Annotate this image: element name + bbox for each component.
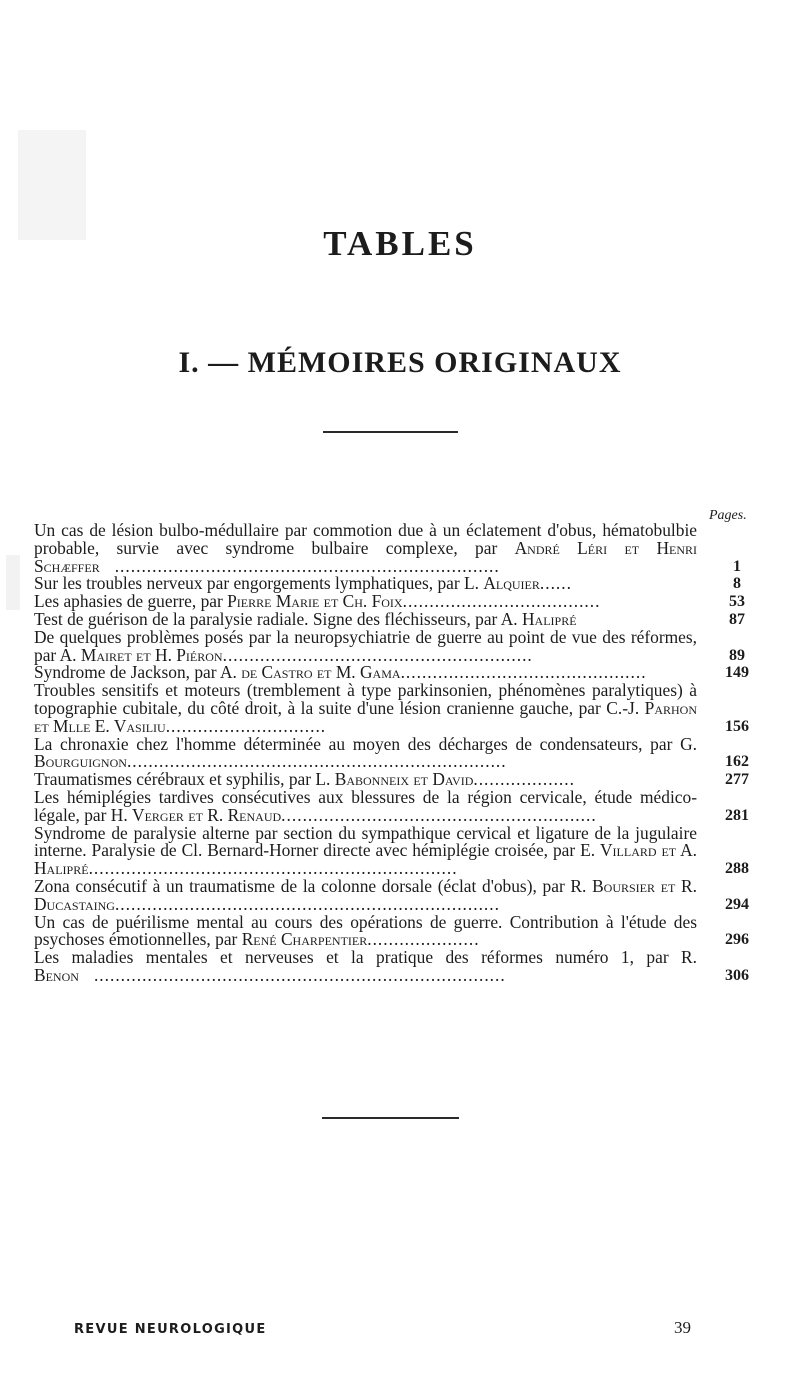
entry-title: Zona consécutif à un traumatisme de la colonne dorsale (éclat d'obus), par R. bbox=[34, 875, 593, 896]
entry-title: Les hémiplégies tardives consécutives aux blessures de la région cervicale, étude médico-légale, par H. bbox=[34, 786, 697, 825]
running-footer-journal: REVUE NEUROLOGIQUE bbox=[74, 1322, 267, 1337]
entry-page: 149 bbox=[725, 664, 749, 682]
entry-author: Boursier et R. Ducastaing bbox=[34, 875, 697, 914]
entry-title: Un cas de lésion bulbo-médullaire par commotion due à un éclatement d'obus, hématobulbie probable, survie avec syndrome bulbaire complexe, par bbox=[34, 520, 697, 558]
page-title: TABLES bbox=[323, 224, 477, 263]
toc-entry bbox=[34, 875, 764, 914]
entry-page: 277 bbox=[725, 771, 749, 789]
entry-author: Pierre Marie et Ch. Foix bbox=[227, 591, 403, 612]
entry-title: Syndrome de Jackson, par A. bbox=[34, 662, 242, 683]
entry-title: Syndrome de paralysie alterne par section du sympathique cervical et ligature de la jugulaire interne. Paralysie de Cl. Bernard-Horner directe avec hémiplégie croisée, par E. bbox=[34, 822, 697, 861]
toc-entry bbox=[34, 786, 764, 825]
table-of-contents bbox=[34, 522, 764, 985]
leader-dots: ...... bbox=[539, 573, 572, 594]
entry-page: 87 bbox=[729, 610, 745, 628]
entry-author: Bourguignon bbox=[34, 751, 127, 772]
entry-page: 288 bbox=[725, 860, 749, 878]
entry-page: 306 bbox=[725, 966, 749, 984]
leader-dots: .......................................................... bbox=[222, 644, 533, 665]
entry-author: Parhon et Mlle E. Vasiliu bbox=[34, 697, 697, 736]
entry-page: 8 bbox=[733, 575, 741, 593]
leader-dots: ........................................................................ bbox=[114, 555, 500, 576]
toc-entry bbox=[34, 626, 764, 665]
entry-author: Benon bbox=[34, 964, 79, 985]
leader-dots: ....................................................................... bbox=[126, 751, 507, 772]
entry-page: 281 bbox=[725, 806, 749, 824]
entry-title: Un cas de puérilisme mental au cours des opérations de guerre. Contribution à l'étude des psychoses émotionnelles, par bbox=[34, 911, 697, 950]
entry-page: 1 bbox=[733, 557, 741, 575]
divider-bottom bbox=[322, 1117, 459, 1119]
entry-page: 53 bbox=[729, 593, 745, 611]
leader-dots: .............................................. bbox=[400, 662, 647, 683]
entry-author: André Léri et Henri Schæffer bbox=[34, 537, 698, 576]
leader-dots: ..................................................................... bbox=[88, 858, 458, 879]
toc-entry bbox=[34, 733, 764, 772]
entry-text bbox=[34, 786, 697, 825]
leader-dots: ................... bbox=[473, 769, 575, 790]
toc-entry bbox=[34, 822, 764, 879]
entry-text bbox=[34, 733, 697, 772]
entry-author: Alquier bbox=[483, 573, 540, 594]
leader-dots: ........................................................................ bbox=[114, 893, 500, 914]
entry-title: De quelques problèmes posés par la neuropsychiatrie de guerre au point de vue des réformes, par A. bbox=[34, 626, 697, 665]
entry-text bbox=[34, 626, 697, 665]
entry-title: Les aphasies de guerre, par bbox=[34, 591, 228, 612]
section-title: I. — MÉMOIRES ORIGINAUX bbox=[178, 346, 622, 379]
entry-page: 296 bbox=[725, 931, 749, 949]
toc-entry bbox=[34, 911, 764, 950]
pages-column-header: Pages. bbox=[709, 508, 747, 523]
leader-dots: ..................... bbox=[367, 929, 480, 950]
entry-text bbox=[34, 875, 697, 914]
toc-entry bbox=[34, 522, 764, 575]
toc-entry bbox=[34, 682, 764, 735]
entry-page: 89 bbox=[729, 646, 745, 664]
divider-top bbox=[323, 431, 458, 433]
entry-author: de Castro et M. Gama bbox=[241, 662, 401, 683]
entry-author: Halipré bbox=[521, 608, 577, 629]
leader-dots: ........................................................... bbox=[281, 804, 597, 825]
entry-title: Troubles sensitifs et moteurs (tremblement à type parkinsonien, phénomènes paralytiques) à topographie cubitale, du côté droit, à la suite d'une lésion cranienne gauche, par C.-J. bbox=[34, 680, 697, 718]
scan-artifact bbox=[6, 555, 20, 610]
entry-title: Sur les troubles nerveux par engorgements lymphatiques, par L. bbox=[34, 573, 484, 594]
entry-author: Mairet et H. Piéron bbox=[80, 644, 223, 665]
leader-dots: ..................................... bbox=[402, 591, 601, 612]
entry-page: 162 bbox=[725, 753, 749, 771]
toc-entry bbox=[34, 949, 764, 985]
entry-author: Babonneix et David bbox=[334, 769, 474, 790]
entry-author: Verger et R. Renaud bbox=[132, 804, 282, 825]
entry-text bbox=[34, 522, 697, 575]
entry-title: Traumatismes cérébraux et syphilis, par L. bbox=[34, 769, 335, 790]
entry-title: La chronaxie chez l'homme déterminée au moyen des décharges de condensateurs, par G. bbox=[34, 733, 697, 754]
leader-dots: .............................. bbox=[165, 715, 327, 736]
signature-mark: 39 bbox=[674, 1318, 691, 1337]
entry-author: Villard et A. Halipré bbox=[34, 840, 697, 879]
entry-title: Test de guérison de la paralysie radiale. Signe des fléchisseurs, par A. bbox=[34, 608, 522, 629]
entry-text bbox=[34, 682, 697, 735]
entry-author: René Charpentier bbox=[241, 929, 368, 950]
entry-text bbox=[34, 911, 697, 950]
entry-text bbox=[34, 822, 697, 879]
entry-page: 156 bbox=[725, 717, 749, 735]
leader-dots: ............................................................................. bbox=[93, 964, 506, 985]
entry-text bbox=[34, 949, 697, 985]
entry-page: 294 bbox=[725, 895, 749, 913]
entry-title: Les maladies mentales et nerveuses et la pratique des réformes numéro 1, par R. bbox=[34, 947, 697, 968]
